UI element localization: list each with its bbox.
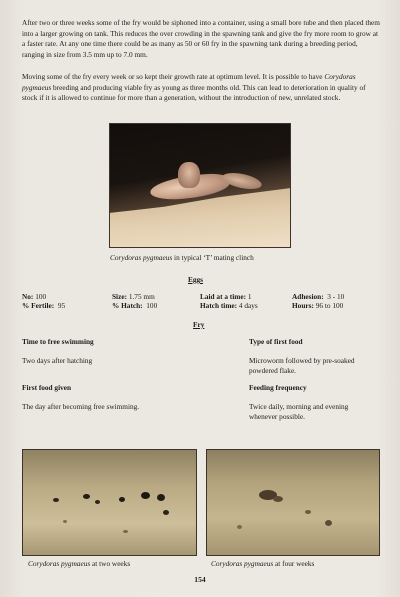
sand-grain [123,530,128,533]
photo-fish-tail [221,170,263,192]
eggs-fertile-value: 95 [57,301,66,310]
eggs-hatch-percent-label: % Hatch: [112,301,143,310]
first-food-given-text: The day after becoming free swimming. [22,402,140,411]
caption-text: in typical ‘T’ mating clinch [172,253,254,262]
left-caption-species: Corydoras pygmaeus [28,559,91,568]
four-week-caption [211,559,314,568]
sand-grain [63,520,67,523]
species-name: Corydoras pygmaeus [22,72,356,92]
eggs-adhesion-value: 3 - 10 [327,292,345,301]
eggs-fertile [22,301,65,311]
paragraph-growth-rate-start: Moving some of the fry every week or so kept their growth rate at optimum level. It is possible to have [22,72,325,81]
eggs-heading: Eggs [188,275,204,284]
mating-clinch-caption [110,253,254,262]
paragraph-fry-siphoning: After two or three weeks some of the fry would be siphoned into a container, using a small bore tube and then placed them into a larger growing on tank. This reduces the over crowding in the spawning tank and give the fry more room to grow at a faster rate. At any one time there could be as many as 50 or 60 fry in the spawning tank during a breeding period, ranging in size from 3.5 mm up to 7.0 mm. [22,18,380,59]
fry-speck [141,492,150,499]
right-caption-text: at four weeks [273,559,315,568]
page-number: 154 [194,575,206,584]
fry-speck [119,497,125,502]
fry-heading: Fry [193,320,205,329]
fry-speck [273,496,283,502]
eggs-hours [292,301,343,311]
four-week-fry-photo [206,449,380,556]
first-food-given-heading: First food given [22,383,72,392]
left-caption-text: at two weeks [90,559,131,568]
right-caption-species: Corydoras pygmaeus [211,559,274,568]
fry-speck [53,498,59,502]
photo-fish-head [178,162,200,188]
type-of-first-food-text: Microworm followed by pre-soaked powdered flake. [249,356,355,375]
two-week-fry-photo [22,449,197,556]
feeding-frequency-heading: Feeding frequency [249,383,307,392]
eggs-hours-label: Hours: [292,301,314,310]
eggs-hours-value: 96 to 100 [315,301,344,310]
free-swimming-heading: Time to free swimming [22,337,94,346]
sand-grain [237,525,242,529]
eggs-hatch-percent-value: 100 [146,301,158,310]
two-week-caption [28,559,130,568]
eggs-size-label: Size: [112,292,127,301]
eggs-hatch-time-label: Hatch time: [200,301,238,310]
sand-grain [325,520,332,526]
eggs-count-value: 100 [35,292,47,301]
fry-speck [157,494,165,501]
paragraph-growth-rate-end: breeding and producing viable fry as young as three months old. This can lead to deterioration in quality of stock if it is allowed to continue for more than a generation, without the introduction of new, unrelated stock. [22,82,366,103]
eggs-laid-value: 1 [247,292,252,301]
fry-speck [95,500,100,504]
eggs-count-label: No: [22,292,34,301]
eggs-hatch-time [200,301,258,311]
eggs-size-value: 1.75 mm [128,292,155,301]
caption-species: Corydoras pygmaeus [110,253,173,262]
fry-speck [163,510,169,515]
paragraph-growth-rate [22,72,380,104]
sand-grain [305,510,311,514]
eggs-hatch-time-value: 4 days [238,301,258,310]
free-swimming-text: Two days after hatching [22,356,93,365]
eggs-adhesion-label: Adhesion: [292,292,324,301]
eggs-hatch-percent [112,301,157,311]
fry-speck [83,494,90,499]
type-of-first-food-heading: Type of first food [249,337,303,346]
eggs-laid-label: Laid at a time: [200,292,247,301]
eggs-fertile-label: % Fertile: [22,301,55,310]
mating-clinch-photo [109,123,291,248]
feeding-frequency-text: Twice daily, morning and evening whenever possible. [249,402,349,421]
